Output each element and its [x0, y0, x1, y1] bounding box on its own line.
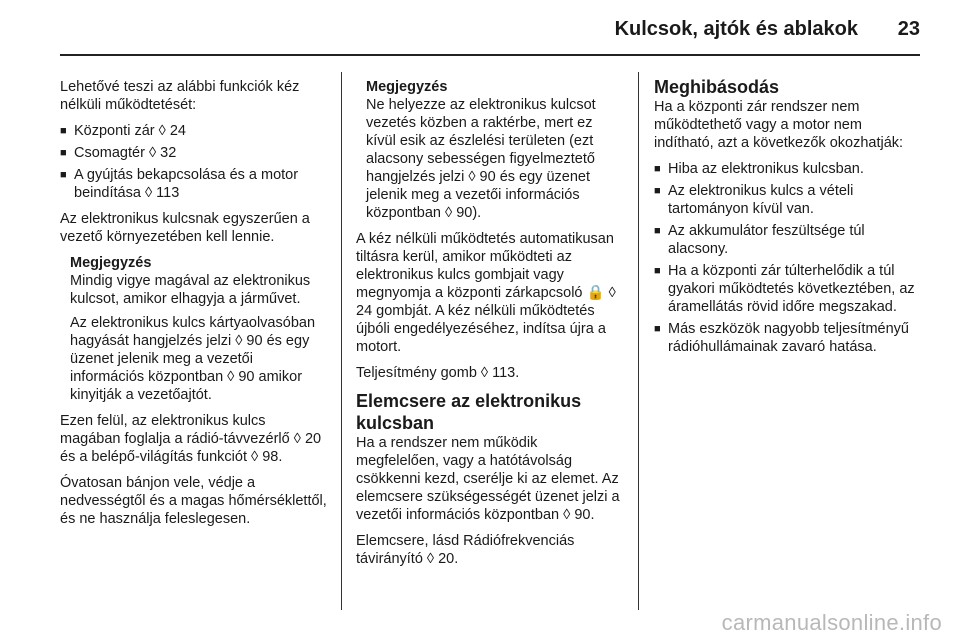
section-heading: Meghibásodás	[654, 77, 780, 97]
feature-list	[60, 122, 328, 202]
column-3	[654, 78, 924, 364]
note-title: Megjegyzés	[70, 255, 152, 271]
intro-paragraph: Ha a központi zár rendszer nem működtethető vagy a motor nem indítható, azt a következők okozhatják:	[654, 99, 904, 151]
list-item: ■ Központi zár ◊ 24	[60, 122, 328, 140]
paragraph: Az elektronikus kulcsnak egyszerűen a vezető környezetében kell lennie.	[60, 211, 310, 245]
paragraph: Ha a rendszer nem működik megfelelően, vagy a hatótávolság csökkenni kezd, cserélje ki az elemet. Az elemcsere szükségességét üzenet jelzi a vezetői információs központban ◊ 90.	[356, 435, 620, 523]
page-number: 23	[897, 18, 920, 40]
list-item: ■ Hiba az elektronikus kulcsban.	[654, 160, 924, 178]
page-header	[60, 0, 920, 56]
paragraph: Elemcsere, lásd Rádiófrekvenciás távirányító ◊ 20.	[356, 533, 575, 567]
note-paragraph: Mindig vigye magával az elektronikus kulcsot, amikor elhagyja a járművet.	[70, 273, 311, 307]
page-title: Kulcsok, ajtók és ablakok	[614, 18, 858, 40]
list-item: ■ Csomagtér ◊ 32	[60, 144, 328, 162]
note-paragraph: Az elektronikus kulcs kártyaolvasóban hagyását hangjelzés jelzi ◊ 90 és egy üzenet jelenik meg a vezetői információs központban ◊ 90 amikor kinyitják a vezetőajtót.	[70, 315, 316, 403]
cause-list	[654, 160, 924, 356]
watermark: carmanualsonline.info	[721, 610, 942, 635]
paragraph: Teljesítmény gomb ◊ 113.	[356, 365, 520, 381]
column-1	[60, 78, 328, 536]
list-item: ■ Az akkumulátor feszültsége túl alacsony.	[654, 222, 924, 258]
note-box	[60, 254, 328, 404]
paragraph: Óvatosan bánjon vele, védje a nedvességtől és a magas hőmérséklettől, és ne használja feleslegesen.	[60, 475, 327, 527]
paragraph: Ezen felül, az elektronikus kulcs magában foglalja a rádió-távvezérlő ◊ 20 és a belépő-világítás funkciót ◊ 98.	[60, 413, 322, 465]
note-paragraph: Ne helyezze az elektronikus kulcsot vezetés közben a raktérbe, mert ez kívül esik az észlelési területen (ezt alacsony sebességen figyelmeztető hangjelzés jelzi ◊ 90 és egy üzenet jelenik meg a vezetői információs központban ◊ 90).	[366, 97, 596, 221]
intro-paragraph: Lehetővé teszi az alábbi funkciók kéz nélküli működtetését:	[60, 79, 300, 113]
column-divider-2	[638, 72, 639, 610]
column-2	[356, 78, 624, 576]
paragraph: A kéz nélküli működtetés automatikusan tiltásra kerül, amikor működteti az elektronikus kulcs gombjait vagy megnyomja a központi zárkapcsoló 🔒 ◊ 24 gombját. A kéz nélküli működtetés újbóli engedélyezéséhez, indítsa újra a motort.	[356, 231, 616, 355]
section-heading: Elemcsere az elektronikus kulcsban	[356, 391, 582, 433]
note-title: Megjegyzés	[366, 79, 448, 95]
list-item: ■ Ha a központi zár túlterhelődik a túl gyakori működtetés következtében, az áramellátás rövid időre megszakad.	[654, 262, 924, 316]
list-item: ■ Más eszközök nagyobb teljesítményű rádióhullámainak zavaró hatása.	[654, 320, 924, 356]
note-box	[356, 78, 624, 222]
list-item: ■ Az elektronikus kulcs a vételi tartományon kívül van.	[654, 182, 924, 218]
column-divider-1	[341, 72, 342, 610]
list-item: ■ A gyújtás bekapcsolása és a motor beindítása ◊ 113	[60, 166, 328, 202]
